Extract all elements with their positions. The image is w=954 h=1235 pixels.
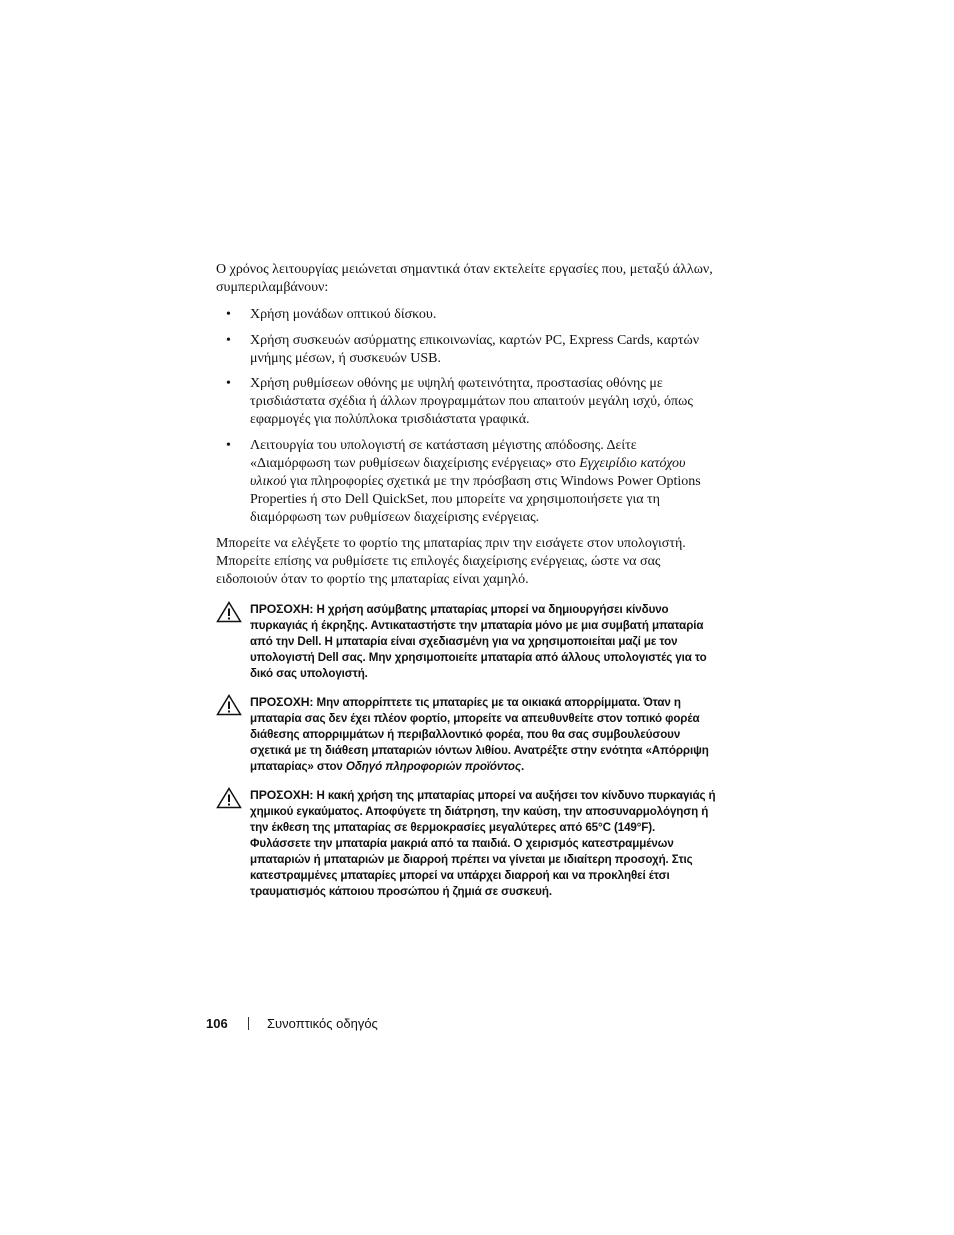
battery-check-paragraph: Μπορείτε να ελέγξετε το φορτίο της μπαταρίας πριν την εισάγετε στον υπολογιστή. Μπορείτε επίσης να ρυθμίσετε τις επιλογές διαχείρισης ενέργειας, ώστε να σας ειδοποιούν όταν το φορτίο της μπαταρίας είναι χαμηλό. xyxy=(216,535,686,588)
warning-triangle-icon xyxy=(216,694,242,716)
caution-notice-battery-disposal xyxy=(216,694,716,775)
page-number: 106 xyxy=(206,1016,228,1031)
bullet-icon: • xyxy=(226,332,231,348)
list-item xyxy=(216,375,716,430)
page-footer xyxy=(206,1016,378,1031)
caution-notice-incompatible-battery xyxy=(216,601,716,682)
list-item-text: Χρήση ρυθμίσεων οθόνης με υψηλή φωτεινότητα, προστασίας οθόνης με τρισδιάστατα σχέδια ή άλλων προγραμμάτων που απαιτούν μεγάλη ισχύ, όπως εφαρμογές για πολύπλοκα τρισδιάστατα γραφικά. xyxy=(250,376,693,428)
list-item xyxy=(216,332,716,368)
bullet-icon: • xyxy=(226,376,231,392)
list-item-text-start: Λειτουργία του υπολογιστή σε κατάσταση μέγιστης απόδοσης. Δείτε «Διαμόρφωση των ρυθμίσεων διαχείρισης ενέργειας» στο xyxy=(250,437,637,471)
product-guide-reference: Οδηγό πληροφοριών προϊόντος xyxy=(345,760,521,774)
bullet-icon: • xyxy=(226,307,231,323)
list-item-text: Χρήση μονάδων οπτικού δίσκου. xyxy=(250,307,437,323)
document-title: Συνοπτικός οδηγός xyxy=(267,1016,378,1031)
caution-label: ΠΡΟΣΟΧΗ: xyxy=(250,788,314,803)
caution-label: ΠΡΟΣΟΧΗ: xyxy=(250,602,314,617)
caution-text: Η κακή χρήση της μπαταρίας μπορεί να αυξήσει τον κίνδυνο πυρκαγιάς ή χημικού εγκαύματος. Αποφύγετε τη διάτρηση, την καύση, την αποσυναρμολόγηση ή την έκθεση της μπαταρίας σε θερμοκρασίες μεγαλύτερες από 65°C (149°F). Φυλάσσετε την μπαταρία μακριά από τα παιδιά. Ο χειρισμός κατεστραμμένων μπαταριών ή μπαταριών με διαρροή πρέπει να γίνεται με ιδιαίτερη προσοχή. Στις κατεστραμμένες μπαταρίες μπορεί να υπάρχει διαρροή και να προκληθεί έτσι τραυματισμός κάποιου προσώπου ή ζημιά σε συσκευή. xyxy=(250,789,716,899)
bullet-icon: • xyxy=(226,437,231,453)
warning-triangle-icon xyxy=(216,601,242,623)
bullet-list xyxy=(216,306,716,527)
intro-paragraph: Ο χρόνος λειτουργίας μειώνεται σημαντικά όταν εκτελείτε εργασίες που, μεταξύ άλλων, συμπεριλαμβάνουν: xyxy=(216,262,713,296)
caution-label: ΠΡΟΣΟΧΗ: xyxy=(250,695,314,710)
caution-text-start: Μην απορρίπτετε τις μπαταρίες με τα οικιακά απορρίμματα. Όταν η μπαταρία σας δεν έχει πλέον φορτίο, μπορείτε να απευθυνθείτε στον τοπικό φορέα διάθεσης απορριμμάτων ή περιβαλλοντικό φορέα, που θα σας συμβουλεύσουν σχετικά με τη διάθεση μπαταριών ιόντων λιθίου. Ανατρέξτε στην ενότητα «Απόρριψη μπαταρίας» στον xyxy=(250,696,709,774)
warning-triangle-icon xyxy=(216,787,242,809)
list-item-text-end: για πληροφορίες σχετικά με την πρόσβαση στις Windows Power Options Properties ή στο Dell QuickSet, που μπορείτε να χρησιμοποιήσετε για τη διαμόρφωση των ρυθμίσεων διαχείρισης ενέργειας. xyxy=(250,474,701,526)
manual-title-reference: Εγχειρίδιο κατόχου υλικού xyxy=(250,455,686,490)
list-item-text: Χρήση συσκευών ασύρματης επικοινωνίας, καρτών PC, Express Cards, καρτών μνήμης μέσων, ή συσκευών USB. xyxy=(250,332,700,366)
list-item xyxy=(216,306,716,324)
document-body xyxy=(216,261,716,900)
footer-divider xyxy=(248,1017,249,1030)
caution-text-end: . xyxy=(520,760,525,774)
list-item xyxy=(216,437,716,528)
caution-notice-battery-misuse xyxy=(216,787,716,900)
caution-text: Η χρήση ασύμβατης μπαταρίας μπορεί να δημιουργήσει κίνδυνο πυρκαγιάς ή έκρηξης. Αντικαταστήστε την μπαταρία μόνο με μια συμβατή μπαταρία από την Dell. Η μπαταρία είναι σχεδιασμένη για να χρησιμοποιείται μαζί με τον υπολογιστή Dell σας. Μην χρησιμοποιείτε μπαταρία από άλλους υπολογιστές για το δικό σας υπολογιστή. xyxy=(250,603,707,681)
